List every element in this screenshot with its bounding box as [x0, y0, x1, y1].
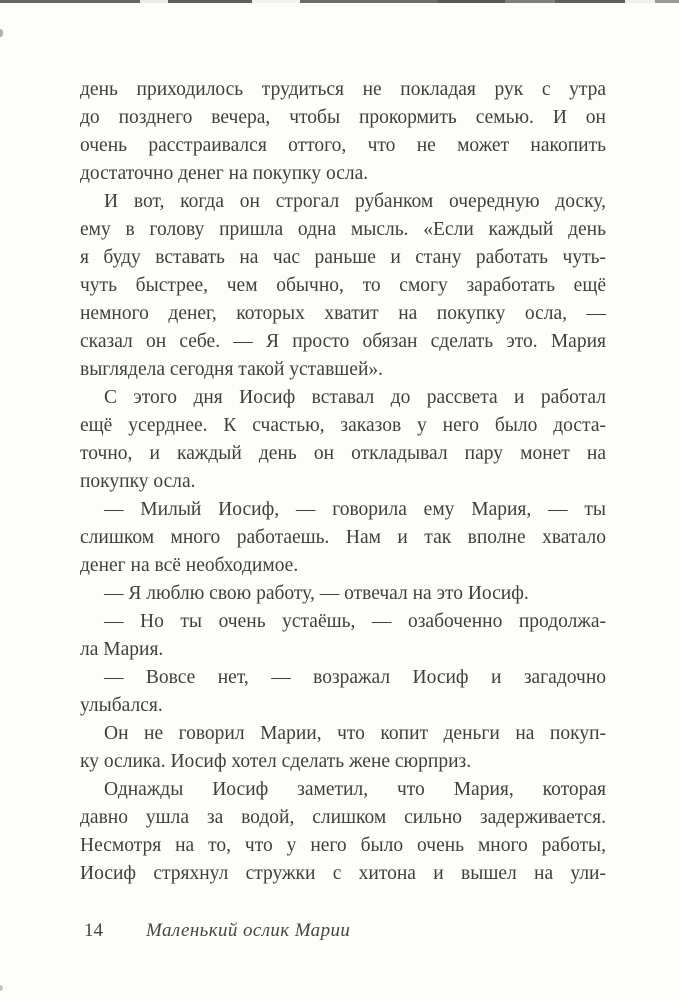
text-line: ла Мария. — [80, 639, 164, 660]
text-line: чуть быстрее, чем обычно, то смогу заработать ещё — [80, 275, 606, 296]
scan-artifact-speck — [0, 29, 3, 37]
text-line: С этого дня Иосиф вставал до рассвета и работал — [104, 387, 606, 408]
page-footer — [84, 917, 606, 945]
text-line: до позднего вечера, чтобы прокормить семью. И он — [80, 107, 606, 128]
text-line: Иосиф стряхнул стружки с хитона и вышел на ули- — [80, 863, 606, 884]
text-line: денег на всё необходимое. — [80, 555, 299, 576]
text-line: достаточно денег на покупку осла. — [80, 163, 369, 184]
text-line: И вот, когда он строгал рубанком очередную доску, — [104, 191, 606, 212]
text-line: я буду вставать на час раньше и стану работать чуть- — [80, 247, 606, 268]
text-line: точно, и каждый день он откладывал пару монет на — [80, 443, 606, 464]
text-line: — Вовсе нет, — возражал Иосиф и загадочно — [104, 667, 606, 688]
scan-artifact-speck — [0, 985, 3, 991]
text-line: сказал он себе. — Я просто обязан сделать это. Мария — [80, 331, 606, 352]
text-line: улыбался. — [80, 695, 163, 716]
text-line: — Но ты очень устаёшь, — озабоченно продолжа- — [104, 611, 606, 632]
text-line: Несмотря на то, что у него было очень много работы, — [80, 835, 606, 856]
text-line: слишком много работаешь. Нам и так вполне хватало — [80, 527, 606, 548]
text-line: покупку осла. — [80, 471, 196, 492]
text-line: ку ослика. Иосиф хотел сделать жене сюрприз. — [80, 751, 472, 772]
text-line: очень расстраивался оттого, что не может накопить — [80, 135, 606, 156]
page-number: 14 — [84, 920, 103, 941]
text-line: ему в голову пришла одна мысль. «Если каждый день — [80, 219, 606, 240]
text-line: день приходилось трудиться не покладая рук с утра — [80, 79, 606, 100]
text-line: Однажды Иосиф заметил, что Мария, которая — [104, 779, 606, 800]
page-scan-edge — [0, 0, 679, 3]
text-line: — Я люблю свою работу, — отвечал на это Иосиф. — [104, 583, 529, 604]
text-line: Он не говорил Марии, что копит деньги на покуп- — [104, 723, 606, 744]
running-title: Маленький ослик Марии — [146, 920, 351, 941]
text-line: — Милый Иосиф, — говорила ему Мария, — ты — [104, 499, 606, 520]
text-line: выглядела сегодня такой уставшей». — [80, 359, 384, 380]
text-line: давно ушла за водой, слишком сильно задерживается. — [80, 807, 606, 828]
text-line: ещё усерднее. К счастью, заказов у него было доста- — [80, 415, 606, 436]
page-body-text — [80, 76, 606, 888]
text-line: немного денег, которых хватит на покупку осла, — — [80, 303, 606, 324]
